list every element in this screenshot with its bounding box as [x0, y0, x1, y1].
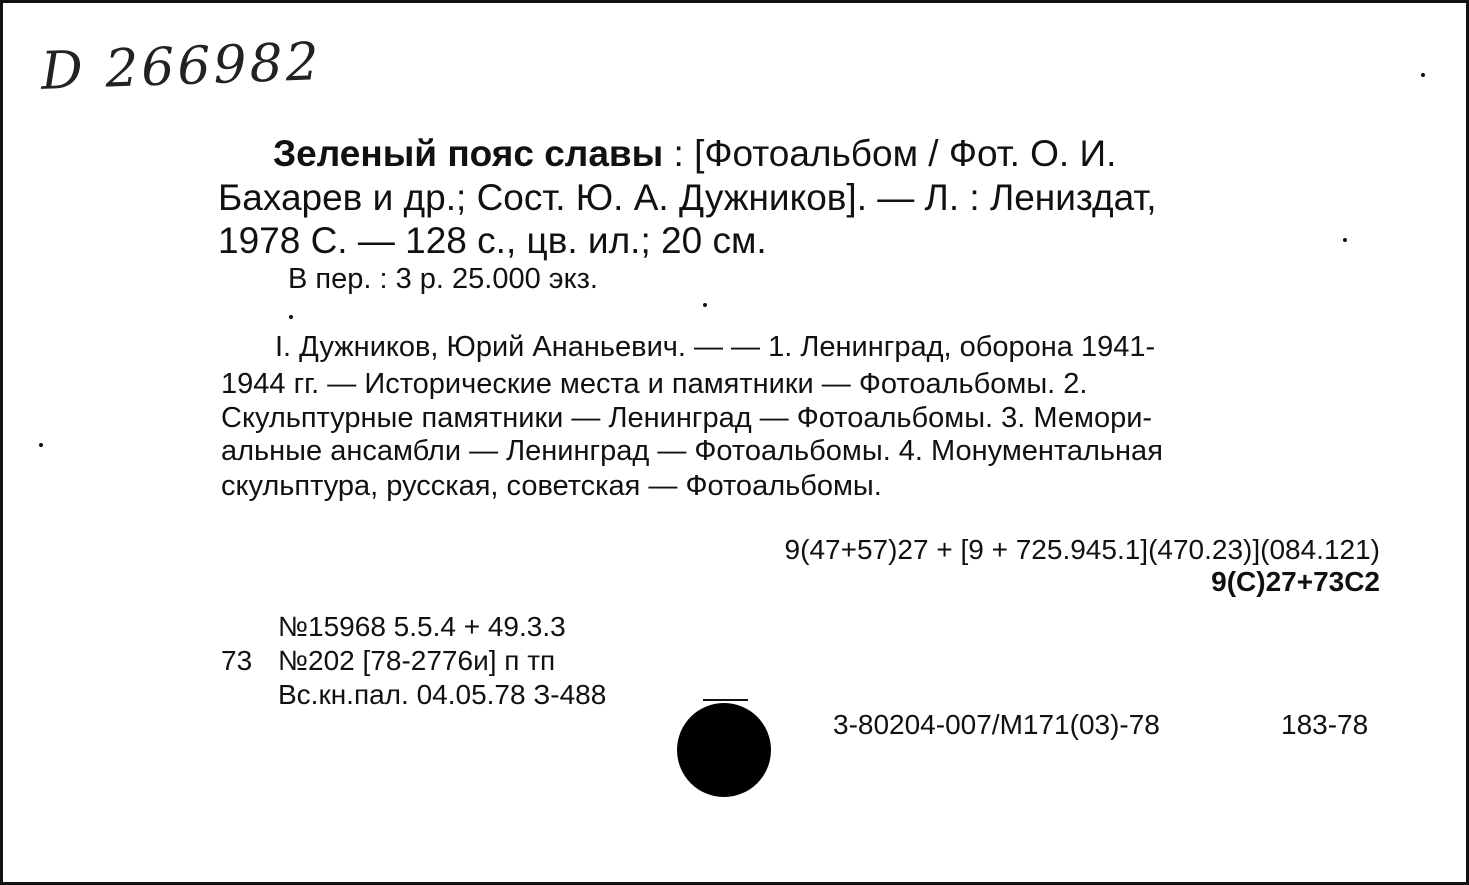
classification-line-2: 9(С)27+73С2	[1211, 566, 1380, 597]
underline-mark	[703, 699, 748, 701]
catalog-number-line-2: №202 [78-2776и] п тп	[278, 645, 556, 676]
speck	[39, 443, 43, 447]
speck	[1421, 73, 1425, 77]
catalog-prefix: 73	[221, 645, 253, 676]
title-bold: Зеленый пояс славы	[273, 133, 664, 174]
tracing-line-3: Скульптурные памятники — Ленинград — Фотоальбомы. 3. Мемори-	[221, 402, 1153, 434]
title-line-2: Бахарев и др.; Сост. Ю. А. Дужников]. — Л. : Лениздат,	[218, 177, 1157, 218]
ink-blot	[677, 703, 771, 797]
speck	[1343, 238, 1347, 242]
order-number: 183-78	[1281, 709, 1369, 740]
classification-line-1: 9(47+57)27 + [9 + 725.945.1](470.23)](084.121)	[784, 534, 1380, 565]
speck	[703, 303, 707, 307]
tracing-line-1: I. Дужников, Юрий Ананьевич. — — 1. Ленинград, оборона 1941-	[275, 331, 1156, 363]
title-line-1-rest: : [Фотоальбом / Фот. О. И.	[663, 133, 1117, 174]
tracing-line-5: скульптура, русская, советская — Фотоальбомы.	[221, 470, 882, 502]
isbn-line: 3-80204-007/М171(03)-78	[833, 709, 1160, 740]
speck	[289, 315, 293, 319]
catalog-number-line-1: №15968 5.5.4 + 49.3.3	[278, 611, 566, 642]
title-line-1	[273, 133, 1383, 174]
catalog-number-line-3: Вс.кн.пал. 04.05.78 З-488	[278, 679, 607, 710]
title-line-3: 1978 С. — 128 с., цв. ил.; 20 см.	[218, 220, 767, 261]
tracing-line-2: 1944 гг. — Исторические места и памятники — Фотоальбомы. 2.	[221, 368, 1088, 400]
price-line: В пер. : 3 р. 25.000 экз.	[288, 263, 598, 295]
tracing-line-4: альные ансамбли — Ленинград — Фотоальбомы. 4. Монументальная	[221, 435, 1163, 467]
handwritten-call-number: D 266982	[40, 32, 323, 102]
